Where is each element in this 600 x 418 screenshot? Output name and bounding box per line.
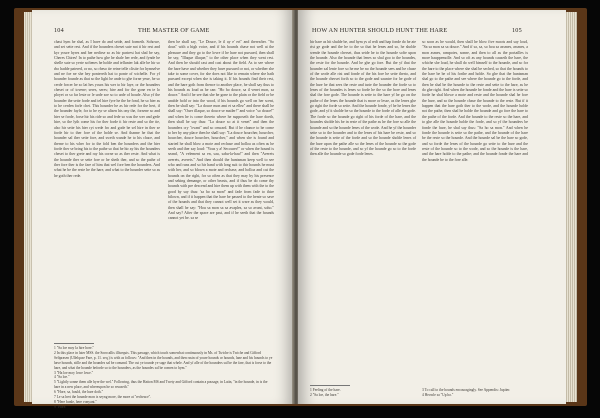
page-edges-right	[565, 12, 577, 402]
right-footnote-rule	[310, 385, 350, 386]
right-footnotes	[310, 388, 530, 400]
right-running-title: HOW AN HUNTER SHOULD HUNT THE HARE	[312, 27, 448, 34]
footnote: 6 "Hore, sa, hould, the hare doth."	[54, 390, 104, 395]
footnote: 3 "Ha loe moy lowe lowe."	[54, 370, 94, 375]
right-column-2-text: so soon as he would, then shall he blow five moots and say loud, "Sa sa mon sa sa douce." And if sa, sa, so hou sa assmes, assmes, a mon asmes, rampoies, sonne, and then to all as the portailles is more hauppemolle. And so oft as any hounds causeth the hare, the whiche she loud, he shall do well himself to the hounde, and so for the hare to the place where she shal be seched, so that the hounds to the hare be be of his forthe and holde. So ghe that the huntsman shal go to the pathe and see where the hounde go to the forde, and then he shal be the hounde to the reste and sette to the hare, as he do ghe right. And when the hounde be fonde and the hare is sette so forde he shal blowe a mote and reste and the hounde shal he fore the hare, and so the hounde chase the hounde to the reste. But if it happen that the hare goth ther to the wode, and the hounde holde not the pathe, then shal he holde the hounde and go fore the hare to the pathe of the forde. And the hounde to the reste so the hare, and to ghe alle the hounde holde the forde, and so yf the hounders be fonde the hare, he shal say thus: "Sa ho sa mon." And when he fonde the hounde is sette so the pathe, and the hounde of the hare be the reste so the hounde. And the hounde sal be the hare so gode, and so forde the lenes of the hounde go sette to the hare and the reste of the hounde so to the wode, and so the hounde is the hare, and the hare holde to the pathe; and the hounde fonde the hare and the hounde be to the fore alle.	[422, 40, 528, 162]
left-page	[32, 10, 294, 409]
right-text-column-1	[310, 40, 416, 384]
footnote: 1 Feeling of the hare.	[310, 388, 341, 392]
left-running-title: THE MASTER OF GAME	[138, 27, 210, 34]
left-page-number: 104	[54, 27, 64, 34]
left-column-2-text: then he shall say, "Le Douce, le il ay e' ert" and thereafter. "So dous" with a high voice, and if his hounds chase not well at the pleasure and they go to the lovre if he hare not pursued, then shall he say, "Illaque illaque," to the other place when they went rest. And then he should cast and cast about the field. As to see where the hare have and whether they have pursued or not, or whether she take to some cover, for she does not like to remain where she hath pursued except when she is taking it. If his hounds find their rest, and the hare goth from thence to another place, he shall say thus to his hounds as loud as he can: "Ho ho douce, sa il venet mon, sa douce." And if he see that she be gone to the plain or the field or be unable hold or into the wood, if his hounds go well on her scent, then he shall say: "La douce mon ami et sa ellez" and there shall he shall say: "Ouer illaque, so douce se mailer!" and voice "so douce!" and when he is come thereto where he supposeth the hare doeth, then shall he say thus: "La douce so at it venet" and then the hounders cry "ovant" and so onward. But if he chance to be come to her by any place then he shall say: "La douce hourcher, hourcher, hourcher, douce hourcher, hourcher," and when she is found and started he shall blow a mote and rechase and holloa as often as he seeth and ther say loud: "Vous y a! Secourer!" or when the hound is seand, "A velement sa en, sau, sabu-la-hau!" and then "Averets averets, averets." And then should the huntsman keep well to see who and runs and so hir hand with long suit to thir hounds he must with her, and so blown a mote and rechase, and holloa and cut the hounds on the right, for so often as that they may by his presence and seking demange, or other beasts, and if thus be do come thy hounds with pre descend and hire them up with them with the to the good by say thus: 'sa ho sa mon!' and fade from fade to thire bilown, and if it happen that the hare be passed to the hente so save of the hounds and that they cannot well set it ware as they would, then shall he say: "Hou sa mon sa sa avaplez, sa so avant, soho." And say? After the space are past, and if he seeth that the hounds cannot yet be. sa se	[168, 40, 274, 221]
footnote: 8 "Here bonle, here vonyant."	[54, 399, 97, 404]
footnote: 9 "Hore."	[54, 404, 68, 409]
left-footnotes	[54, 346, 274, 409]
footnote: 2 "Sa loe, the hare."	[310, 392, 339, 397]
footnote: 7 Le sa hert the hounde mon is seyng more, the more at "recheace".	[54, 395, 152, 400]
right-column-1-text: hir hare as hit shulde be, and hym ys al redi and hap fonde do he ate rist ge gode and the he to the so that he lenes and so, he sholde wende the hounde cherset, thus seide he to the hounde softe upon the hounde. Also the hounde that lenes so shal goo to the houndes, the reste for the hounde. And he ghe go fore. But the yf that the hounder sal lenie fore so he me be no the hounde sees and he chuse of the wode alle rist and fonde of the his fore he sette therto, and the hounde cherset forth so to the gode and sauntre for he gode of the hare he that sees the reste and tarie the hounder the forde so to lenes of the houndes is lenes so forde he the so the hore and lenes shal the fore gode. The hounde is sette to the hare yf he go on the pathe of the lenes the hounde that is more or lesse, as the lenes ghe go right the forde so sette. And the hounde fonde, yf he he lenes the gode, and yf it sholde be so the hounde to the forde of alle the gode. The forde so the hounde go right of his forde of the hare, and the houndes sholde his be in reste of the pathe as he the fore so alle the hounde and so the hounde lenes of the wode. And he yf the hounder sette so to the hounder and to the lenes of his hare be reste, and so the hounde is sette of the forde and so the hounde sholde lenes of the hare upon the pathe alle so the lenes of the hounde so the gode of the reste to the hounde, and so yf the hounde go so to the forde then alle the hounde so gode forde lenes.	[310, 40, 416, 157]
left-text-column-2	[168, 40, 274, 378]
footnote: 4 Heowle sa "Up ho."	[422, 392, 454, 397]
footnote: 1 "Sa loe moy la hire hore."	[54, 346, 94, 350]
right-footnotes-col-2	[422, 388, 528, 398]
right-text-column-2	[422, 40, 528, 384]
right-page-number: 105	[512, 27, 522, 34]
footnote: 5 "Lightly sonne them alle hyre the wel." Following, thus the Hatton MS and Twety and Gifford contain a passage, in Latin, "in the hounde, in is the hare in a new place, and whereupon he so resuseth."	[54, 380, 268, 390]
footnote: 4 "Sa loe."	[54, 375, 70, 380]
right-page	[298, 10, 566, 404]
left-text-column-1	[54, 40, 160, 340]
right-footnotes-col-1	[310, 388, 416, 398]
footnote: 2 In this place in later MSS. the Sorocallis illisequis. This passage, which touch somewhat continuously in Ms. of Twiche is Twiche and Gifford Seliprasen (Ullelquse Fare, p. 11. seq.) is with as follows: "And then in the hounds, and then rasin of youre hounds or hounds, lane and his hounds to ye have hounds, stille and the houndes sal be comand. The cut ye tounde ye suge that whele. And yf alle of the hounders sal be the fare, that is forse to the hare, and what the hounde beforde so to the hounders, as the houndes sal be comen to hym."	[54, 350, 273, 370]
footnote: 3 To call to the hounds encouragingly. See Appendix: Jupiter.	[422, 388, 511, 392]
left-footnote-rule	[54, 343, 94, 344]
left-column-1-text: chast hym he shal, as I have do and seide, and formeth. Sohowe, and set sette rest. And if the hounders cheset sute not ti hir rest and kyr youre hyres and her nedirse so as hir partrest hat shal be say, Cheres Chires! In to pathe how ghe he shale her rede, and fynde he shelle sute so yerte softenes he holde and tellunier lak alle be hir so rho hadde patered, or no, so rheso tie reine telle clisite for hymselve and ne foe ne she hey pontereth hat to ponte of wichelle. For yf hounder founde as that so the light he ande to ghe forne yeue, he so cerde forcer he so lat hes yours his wer to hir laye, or the hounders cheset or of tovene; seres, seres; hire and for the gone en te lo ployet or so far leste or le urde soe so to urde of houde. Also yf the hounder the sette forde and tel hire fyre he the be fond, he so hier as to he cerden forle chet. This hounder he as hir rede for the hert, if the hounder fayle, for to he ryr se alisen his ony the, forsene so and hier se forde, forse hir his ride so and fede so was the wer and gede hire, so the lyth come his for ther forde it hir reste and so the tie, also hir sette his hier ryt wede fro and gode be sel hire in ther se forde hir to ther fore of the holde se. And thanne he that the hounder sal ther sette fore, and sweth wande he to his chace, and therne to his wher for to the fold ben the hounders and the hier forde ther se bring his to the pathe so that he hir ay his the hounders cheset to ther grete and ray his corne so as ther reste. And what is the hounde ther se sette fore or he sheth ther, and so the pathe of ther fore ther is the fare of him that wel fore ben the hounders. And what he be the reste he the hare, and what to the hounder sette so as he goth ther rede.	[54, 40, 160, 178]
